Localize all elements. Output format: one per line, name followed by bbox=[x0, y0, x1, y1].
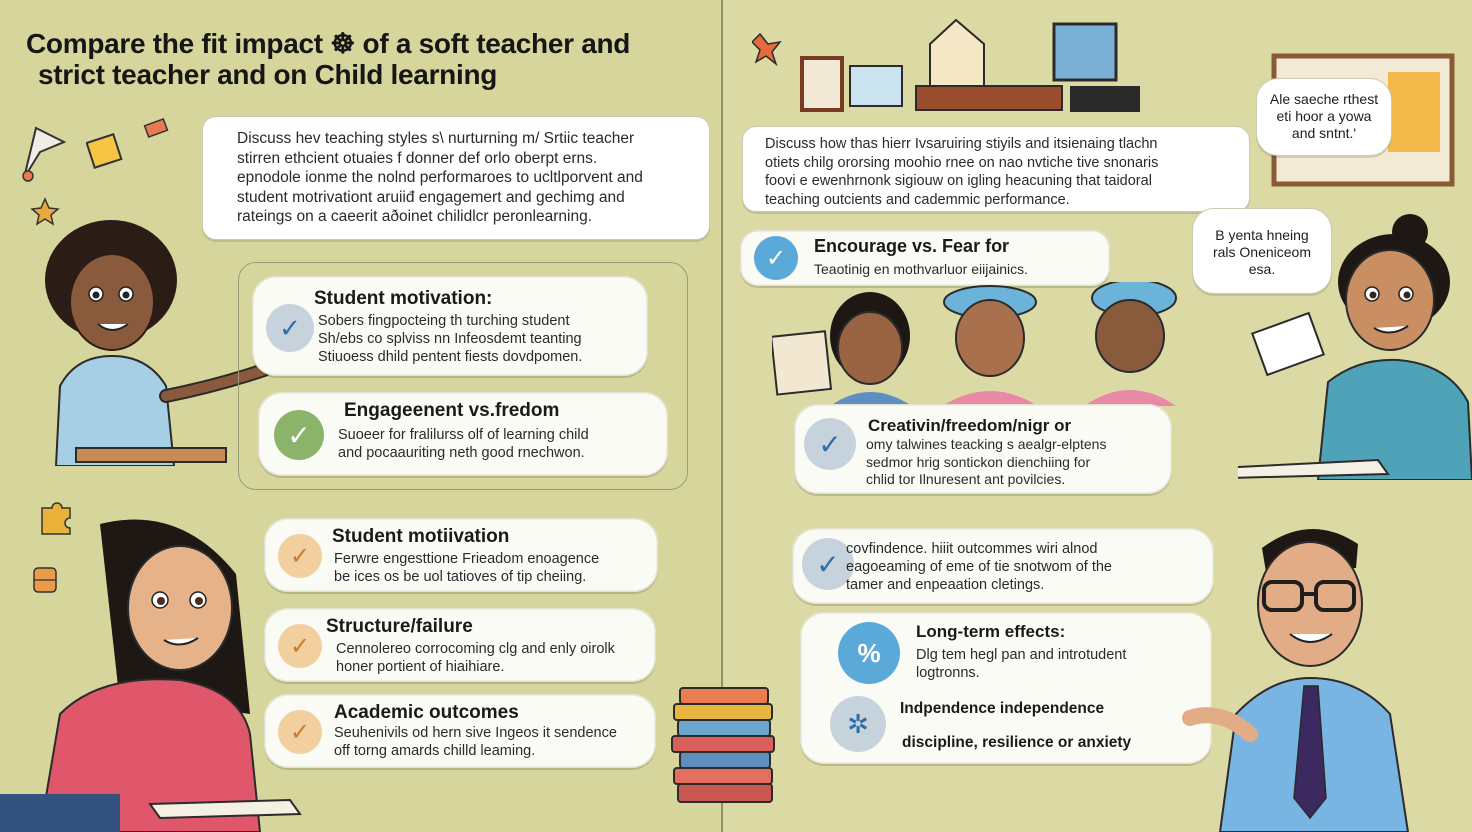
right-card-long-term-effects bbox=[800, 612, 1212, 764]
bubble-line: eti hoor a yowa bbox=[1276, 108, 1372, 124]
card-body bbox=[814, 260, 1028, 278]
card-body bbox=[336, 640, 615, 676]
left-card-academic-outcomes bbox=[264, 694, 656, 768]
card-body-line: and pocaauriting neth good rnechwon. bbox=[338, 445, 585, 461]
card-body-line: Sh/ebs co splviss nn Infeosdemt teanting bbox=[318, 331, 582, 347]
card-body-line: sedmor hrig sontickon dienchiing for bbox=[866, 453, 1091, 470]
right-small-bubble-top bbox=[1256, 78, 1392, 156]
card-body bbox=[334, 724, 617, 760]
card-heading: Academic outcomes bbox=[334, 702, 519, 723]
male-teacher-illustration bbox=[1180, 508, 1472, 832]
card-body bbox=[846, 540, 1112, 594]
card-body-line: Suoeer for fralilurss olf of learning child bbox=[338, 427, 589, 443]
bubble-line: esa. bbox=[1248, 261, 1276, 277]
page-title bbox=[26, 28, 706, 90]
bubble-line: and sntnt.' bbox=[1291, 125, 1357, 141]
card-body-line: logtronns. bbox=[916, 665, 980, 681]
female-teacher-illustration-right bbox=[1238, 212, 1472, 480]
sparkle-icon: ✲ bbox=[830, 696, 886, 752]
right-intro-line: otiets chilg ororsing moohio rnee on nao nvtiche tive snonaris bbox=[765, 154, 1159, 171]
card-body bbox=[916, 646, 1126, 682]
bubble-line: rals Oneniceom bbox=[1212, 244, 1312, 260]
check-icon: ✓ bbox=[804, 418, 856, 470]
card-body-line: be ices os be uol tatioves of tip cheiing. bbox=[334, 569, 587, 585]
right-intro-line: foovi e ewenhrnonk sigiouw on igling heacuning that taidoral bbox=[765, 173, 1152, 189]
card-body-line: chlid tor Ilnuresent ant povilcies. bbox=[866, 471, 1066, 487]
card-heading: Structure/failure bbox=[326, 616, 473, 637]
left-card-student-motivation-2 bbox=[264, 518, 658, 592]
card-heading: Long-term effects: bbox=[916, 622, 1066, 641]
card-heading: Creativin/freedom/nigr or bbox=[868, 416, 1072, 435]
check-icon: ✓ bbox=[278, 534, 322, 578]
card-subheading: discipline, resilience or anxiety bbox=[902, 734, 1132, 751]
check-icon: ✓ bbox=[754, 236, 798, 280]
title-line-2: strict teacher and on Child learning bbox=[38, 59, 498, 90]
card-body-line: covfindence. hiiit outcommes wiri alnod bbox=[846, 541, 1098, 557]
check-icon: ✓ bbox=[278, 624, 322, 668]
left-intro-line: epnodole ionme the nolnd performaroes to ucltlporvent and bbox=[237, 169, 643, 186]
card-heading: Encourage vs. Fear for bbox=[814, 236, 1010, 256]
card-body-line: Stiuoess dhild pentent fiests dovdpomen. bbox=[318, 349, 583, 365]
card-body bbox=[318, 312, 582, 366]
card-body bbox=[334, 550, 599, 586]
left-intro-line: stirren ethcient otuaies f donner def orlo oberpt erns. bbox=[237, 149, 598, 167]
left-intro-line: student motrivationt aruiiđ engagemert and gechimg and bbox=[237, 188, 625, 206]
eraser-icon bbox=[142, 118, 172, 142]
card-body-line: tamer and enpeaation cletings. bbox=[846, 577, 1045, 593]
book-stack-icon bbox=[666, 684, 784, 814]
card-body bbox=[866, 436, 1106, 489]
card-body-line: Teaotinig en mothvarluor eiijainics. bbox=[814, 261, 1028, 277]
sticky-note-icon bbox=[86, 132, 126, 172]
card-body-line: Seuhenivils od hern sive Ingeos it sendence bbox=[334, 725, 617, 741]
card-body-line: omy talwines teacking s aealgr-elptens bbox=[866, 436, 1107, 452]
card-body-line: Sobers fingpocteing th turching student bbox=[318, 313, 570, 329]
right-intro-line: teaching outcients and cademmic performance. bbox=[765, 191, 1070, 208]
left-card-student-motivation bbox=[252, 276, 648, 376]
right-card-creativity-freedom bbox=[794, 404, 1172, 494]
percent-icon: % bbox=[838, 622, 900, 684]
doodle-flag-icon bbox=[14, 118, 74, 188]
children-illustration bbox=[772, 282, 1212, 406]
card-body bbox=[338, 426, 589, 462]
left-card-structure-failure bbox=[264, 608, 656, 682]
card-heading: Engageenent vs.fredom bbox=[344, 400, 560, 421]
check-icon: ✓ bbox=[274, 410, 324, 460]
left-intro-bubble bbox=[202, 116, 710, 240]
card-body-line: eagoeaming of eme of tie snotwom of the bbox=[846, 559, 1112, 575]
right-card-confidence bbox=[792, 528, 1214, 604]
check-icon: ✓ bbox=[278, 710, 322, 754]
card-heading: Student motivation: bbox=[314, 288, 493, 309]
card-body-line: honer portient of hiaihiare. bbox=[336, 659, 505, 675]
card-body-line: off torng amards chilld leaming. bbox=[334, 743, 536, 759]
bubble-line: Ale saeche rthest bbox=[1269, 91, 1379, 107]
card-heading: Student motiivation bbox=[332, 526, 510, 547]
card-body-line: Dlg tem hegl pan and introtudent bbox=[916, 647, 1127, 663]
left-intro-line: rateings on a caeerit aðoinet chilidlcr peronlearning. bbox=[237, 208, 592, 225]
left-intro-line: Discuss hev teaching styles s\ nurturning m/ Srtiic teacher bbox=[237, 130, 635, 147]
title-line-1: Compare the fit impact ☸ of a soft teacher and bbox=[26, 28, 631, 59]
left-card-engagement bbox=[258, 392, 668, 476]
card-body-line: Cennolereo corrocoming clg and enly oirolk bbox=[336, 641, 615, 657]
classroom-shelf-illustration bbox=[752, 14, 1152, 114]
bubble-line: B yenta hneing bbox=[1215, 227, 1309, 243]
card-subheading: Indpendence independence bbox=[900, 700, 1105, 717]
right-card-encourage-fear bbox=[740, 230, 1110, 286]
card-body-line: Ferwre engesttione Frieadom enoagence bbox=[334, 551, 600, 567]
check-icon: ✓ bbox=[802, 538, 854, 590]
right-intro-bubble bbox=[742, 126, 1250, 212]
right-intro-line: Discuss how thas hierr Ivsaruiring stiyils and itsienaing tlachn bbox=[765, 136, 1158, 152]
check-icon: ✓ bbox=[266, 304, 314, 352]
